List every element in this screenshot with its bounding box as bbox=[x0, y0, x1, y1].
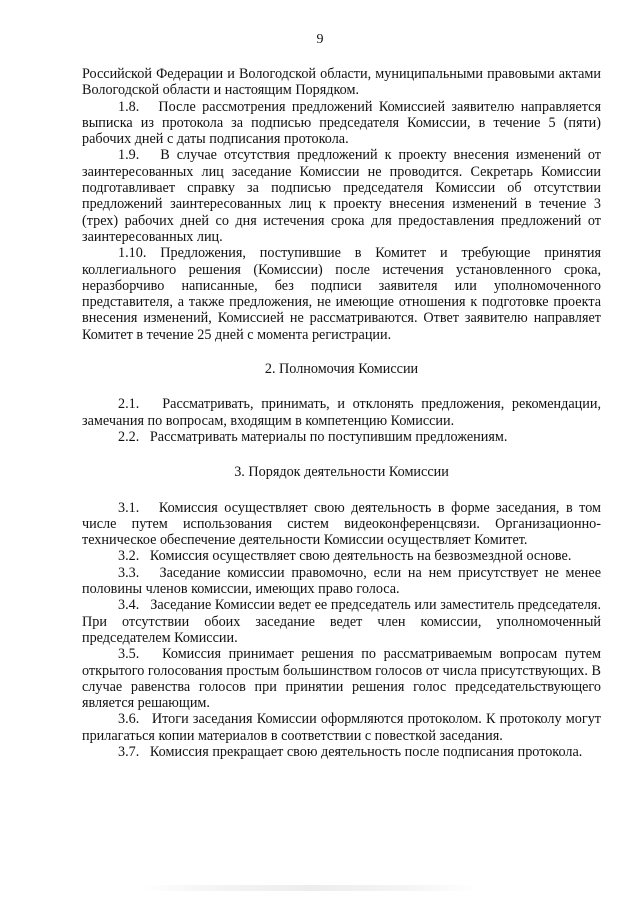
document-body bbox=[82, 66, 601, 760]
paragraph-2-2: 2.2. Рассматривать материалы по поступившим предложениям. bbox=[118, 428, 508, 445]
paragraph-3-2: 3.2. Комиссия осуществляет свою деятельность на безвозмездной основе. bbox=[118, 548, 572, 565]
paragraph-continuation: Российской Федерации и Вологодской области, муниципальными правовыми актами Вологодской области и настоящим Порядком. bbox=[82, 66, 601, 99]
paragraph-1-10: 1.10. Предложения, поступившие в Комитет и требующие принятия коллегиального решения (Комиссии) после истечения установленного срока, неразборчиво написанные, без подписи заявителя или уполномоченного представителя, а также предложения, не имеющие отношения к подготовке проекта внесения изменений, Комиссией не рассматриваются. Ответ заявителю направляет Комитет в течение 25 дней с момента регистрации. bbox=[82, 245, 601, 343]
section-2-heading: 2. Полномочия Комиссии bbox=[264, 361, 419, 378]
section-3-heading: 3. Порядок деятельности Комиссии bbox=[234, 464, 449, 481]
scan-artifact bbox=[140, 885, 480, 891]
page-number: 9 bbox=[316, 32, 324, 47]
paragraph-1-9: 1.9. В случае отсутствия предложений к проекту внесения изменений от заинтересованных лиц заседание Комиссии не проводится. Секретарь Комиссии подготавливает справку за подписью председателя Комиссии об отсутствии предложений заинтересованных лиц к проекту внесения изменений в течение 3 (трех) рабочих дней со дня истечения срока для предоставления предложений от заинтересованных лиц. bbox=[82, 147, 601, 245]
paragraph-3-4: 3.4. Заседание Комиссии ведет ее председатель или заместитель председателя. При отсутствии обоих заседание ведет член комиссии, уполномоченный председателем Комиссии. bbox=[82, 597, 601, 646]
paragraph-3-7: 3.7. Комиссия прекращает свою деятельность после подписания протокола. bbox=[118, 743, 583, 760]
paragraph-3-6: 3.6. Итоги заседания Комиссии оформляются протоколом. К протоколу могут прилагаться копии материалов в соответствии с повесткой заседания. bbox=[82, 711, 601, 744]
paragraph-1-8: 1.8. После рассмотрения предложений Комиссией заявителю направляется выписка из протокола за подписью председателя Комиссии, в течение 5 (пяти) рабочих дней с даты подписания протокола. bbox=[82, 98, 601, 148]
paragraph-3-1: 3.1. Комиссия осуществляет свою деятельность в форме заседания, в том числе путем использования систем видеоконференцсвязи. Организационно-техническое обеспечение деятельности Комиссии осуществляет Комитет. bbox=[82, 499, 601, 549]
paragraph-2-1: 2.1. Рассматривать, принимать, и отклонять предложения, рекомендации, замечания по вопросам, входящим в компетенцию Комиссии. bbox=[82, 396, 601, 429]
paragraph-3-5: 3.5. Комиссия принимает решения по рассматриваемым вопросам путем открытого голосования простым большинством голосов от числа присутствующих. В случае равенства голосов при принятии решения голос председательствующего является решающим. bbox=[82, 646, 601, 712]
paragraph-3-3: 3.3. Заседание комиссии правомочно, если на нем присутствует не менее половины членов комиссии, имеющих право голоса. bbox=[82, 564, 601, 598]
